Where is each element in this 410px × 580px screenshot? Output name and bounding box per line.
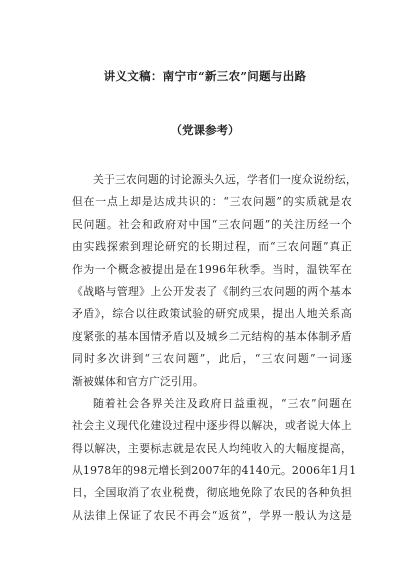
text-line: 从1978年的98元增长到2007年的4140元。2006年1月1 (72, 464, 357, 478)
text-line: 由实践探索到理论研究的长期过程，而“三农问题”真正 (72, 240, 352, 254)
text-line: 作为一个概念被提出是在1996年秋季。当时，温铁军在 (72, 262, 352, 276)
text-line: 度紧张的基本国情矛盾以及城乡二元结构的基本体制矛盾 (72, 329, 352, 343)
text-line: 从法律上保证了农民不再会“返贫”，学界一般认为这是 (72, 508, 352, 522)
text-line: 同时多次讲到“三农问题”，此后，“三农问题”一词逐 (72, 352, 352, 366)
document-title: 讲义文稿：南宁市“新三农”问题与出路 (103, 69, 307, 83)
document-subtitle: （党课参考） (170, 123, 240, 137)
text-line: 矛盾》，综合以往政策试验的研究成果，提出人地关系高 (72, 307, 352, 321)
text-line: 得以解决，主要标志就是农民人均纯收入的大幅度提高， (72, 441, 352, 455)
text-line: 但在一点上却是达成共识的：“三农问题”的实质就是农 (72, 195, 352, 209)
text-line: 社会主义现代化建设过程中逐步得以解决，或者说大体上 (72, 419, 352, 433)
document-body (72, 169, 357, 527)
text-line: 日，全国取消了农业税费，彻底地免除了农民的各种负担 (72, 486, 352, 500)
text-line: 《战略与管理》上公开发表了《制约三农问题的两个基本 (72, 284, 352, 298)
paragraph (72, 393, 357, 527)
paragraph (72, 169, 357, 393)
text-line: 民问题。社会和政府对中国“三农问题”的关注历经一个 (72, 217, 352, 231)
text-line: 随着社会各界关注及政府日益重视，“三农”问题在 (93, 396, 352, 410)
text-line: 渐被媒体和官方广泛引用。 (72, 374, 204, 388)
text-line: 关于三农问题的讨论源头久远，学者们一度众说纷纭， (93, 173, 357, 186)
